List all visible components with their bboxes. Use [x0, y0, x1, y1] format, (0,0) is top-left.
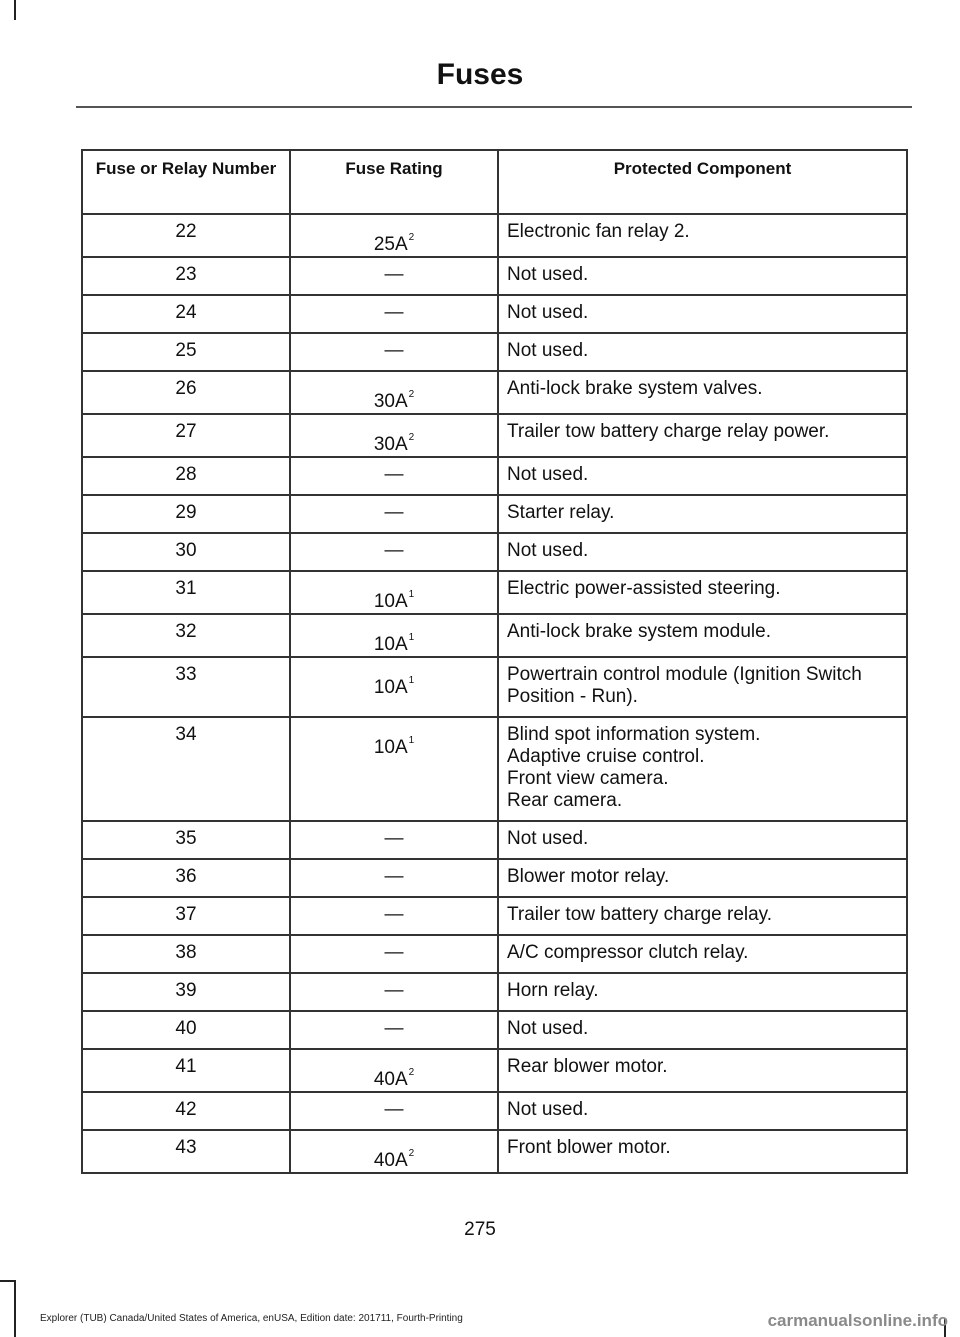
fuse-rating-cell — [290, 257, 498, 295]
table-row — [82, 495, 907, 533]
fuse-number-cell: 43 — [82, 1130, 290, 1173]
title-divider — [76, 106, 912, 108]
fuse-rating-cell — [290, 1130, 498, 1173]
fuse-rating-value: 10A — [373, 591, 408, 612]
fuse-rating-cell — [290, 717, 498, 821]
protected-component-cell: Horn relay. — [498, 973, 907, 1011]
table-row — [82, 935, 907, 973]
crop-mark-bottom-left — [14, 1280, 16, 1337]
footnote-marker: 2 — [408, 1067, 415, 1078]
table-row — [82, 457, 907, 495]
fuse-number-cell: 40 — [82, 1011, 290, 1049]
fuse-number-cell: 39 — [82, 973, 290, 1011]
protected-component-cell: Electric power-assisted steering. — [498, 571, 907, 614]
fuse-rating-cell — [290, 859, 498, 897]
table-row — [82, 1011, 907, 1049]
header-fuse-rating: Fuse Rating — [290, 150, 498, 214]
protected-component-cell: Electronic fan relay 2. — [498, 214, 907, 257]
protected-component-cell: Not used. — [498, 533, 907, 571]
fuse-rating-cell — [290, 657, 498, 717]
fuse-rating-value: 10A — [373, 737, 408, 758]
footnote-marker: 1 — [408, 632, 415, 643]
protected-component-cell: Not used. — [498, 1011, 907, 1049]
fuse-rating-cell — [290, 571, 498, 614]
footer-edition-text: Explorer (TUB) Canada/United States of America, enUSA, Edition date: 201711, Fourth-Printing — [40, 1313, 463, 1324]
fuse-number-cell: 36 — [82, 859, 290, 897]
fuse-rating-value: — — [384, 980, 404, 1001]
fuse-rating-value: 10A — [373, 677, 408, 698]
fuse-rating-cell — [290, 495, 498, 533]
footnote-marker: 1 — [408, 589, 415, 600]
fuse-rating-cell — [290, 821, 498, 859]
fuse-rating-cell — [290, 333, 498, 371]
table-row — [82, 897, 907, 935]
fuse-rating-value: — — [384, 1018, 404, 1039]
table-row — [82, 1049, 907, 1092]
protected-component-cell: Anti-lock brake system valves. — [498, 371, 907, 414]
table-row — [82, 571, 907, 614]
footnote-marker: 2 — [408, 389, 415, 400]
watermark: carmanualsonline.info — [767, 1311, 948, 1330]
fuse-number-cell: 29 — [82, 495, 290, 533]
fuse-number-cell: 42 — [82, 1092, 290, 1130]
table-row — [82, 257, 907, 295]
fuse-number-cell: 32 — [82, 614, 290, 657]
table-row — [82, 1092, 907, 1130]
table-row — [82, 414, 907, 457]
fuse-number-cell: 33 — [82, 657, 290, 717]
fuse-rating-cell — [290, 414, 498, 457]
footnote-marker: 1 — [408, 675, 415, 686]
fuse-rating-cell — [290, 1011, 498, 1049]
fuse-rating-value: — — [384, 302, 404, 323]
protected-component-cell: Trailer tow battery charge relay. — [498, 897, 907, 935]
fuse-rating-value: 40A — [373, 1069, 408, 1090]
fuse-rating-value: — — [384, 1099, 404, 1120]
fuse-rating-value: — — [384, 828, 404, 849]
protected-component-cell: Not used. — [498, 821, 907, 859]
table-row — [82, 717, 907, 821]
fuse-number-cell: 22 — [82, 214, 290, 257]
fuse-number-cell: 28 — [82, 457, 290, 495]
fuse-number-cell: 24 — [82, 295, 290, 333]
fuse-rating-cell — [290, 295, 498, 333]
crop-mark-top-left — [14, 0, 16, 20]
fuse-number-cell: 25 — [82, 333, 290, 371]
fuse-rating-cell — [290, 371, 498, 414]
table-row — [82, 859, 907, 897]
table-header-row — [82, 150, 907, 214]
table-row — [82, 333, 907, 371]
fuse-rating-cell — [290, 457, 498, 495]
fuse-rating-cell — [290, 897, 498, 935]
fuse-rating-value: — — [384, 540, 404, 561]
table-row — [82, 214, 907, 257]
fuse-rating-cell — [290, 935, 498, 973]
protected-component-cell: A/C compressor clutch relay. — [498, 935, 907, 973]
fuse-rating-cell — [290, 1092, 498, 1130]
fuse-table — [81, 149, 908, 1174]
fuse-number-cell: 38 — [82, 935, 290, 973]
fuse-rating-cell — [290, 533, 498, 571]
fuse-rating-value: — — [384, 904, 404, 925]
fuse-rating-cell — [290, 1049, 498, 1092]
protected-component-cell: Not used. — [498, 295, 907, 333]
fuse-rating-value: — — [384, 502, 404, 523]
page-title: Fuses — [436, 58, 524, 91]
header-protected-component: Protected Component — [498, 150, 907, 214]
fuse-rating-value: — — [384, 264, 404, 285]
crop-mark-bottom-left-h — [0, 1280, 16, 1282]
fuse-rating-cell — [290, 214, 498, 257]
fuse-number-cell: 26 — [82, 371, 290, 414]
fuse-number-cell: 37 — [82, 897, 290, 935]
footnote-marker: 2 — [408, 1148, 415, 1159]
protected-component-cell: Not used. — [498, 457, 907, 495]
fuse-rating-value: — — [384, 464, 404, 485]
protected-component-cell: Blind spot information system. Adaptive cruise control. Front view camera. Rear camera. — [498, 717, 907, 821]
protected-component-cell: Front blower motor. — [498, 1130, 907, 1173]
protected-component-cell: Powertrain control module (Ignition Switch Position - Run). — [498, 657, 907, 717]
protected-component-cell: Not used. — [498, 1092, 907, 1130]
footnote-marker: 2 — [408, 432, 415, 443]
footnote-marker: 1 — [408, 735, 415, 746]
fuse-number-cell: 31 — [82, 571, 290, 614]
table-row — [82, 371, 907, 414]
fuse-rating-cell — [290, 973, 498, 1011]
fuse-rating-cell — [290, 614, 498, 657]
protected-component-cell: Rear blower motor. — [498, 1049, 907, 1092]
fuse-number-cell: 35 — [82, 821, 290, 859]
fuse-table-body — [82, 214, 907, 1173]
fuse-number-cell: 34 — [82, 717, 290, 821]
protected-component-cell: Trailer tow battery charge relay power. — [498, 414, 907, 457]
protected-component-cell: Not used. — [498, 333, 907, 371]
fuse-rating-value: 25A — [373, 234, 408, 255]
table-row — [82, 533, 907, 571]
table-row — [82, 295, 907, 333]
table-row — [82, 973, 907, 1011]
protected-component-cell: Not used. — [498, 257, 907, 295]
table-row — [82, 1130, 907, 1173]
fuse-number-cell: 41 — [82, 1049, 290, 1092]
page-number: 275 — [464, 1219, 496, 1240]
footnote-marker: 2 — [408, 232, 415, 243]
fuse-number-cell: 27 — [82, 414, 290, 457]
table-row — [82, 614, 907, 657]
table-row — [82, 657, 907, 717]
protected-component-cell: Blower motor relay. — [498, 859, 907, 897]
fuse-rating-value: 10A — [373, 634, 408, 655]
fuse-rating-value: 30A — [373, 391, 408, 412]
fuse-rating-value: 30A — [373, 434, 408, 455]
protected-component-cell: Starter relay. — [498, 495, 907, 533]
fuse-rating-value: — — [384, 340, 404, 361]
fuse-number-cell: 30 — [82, 533, 290, 571]
protected-component-cell: Anti-lock brake system module. — [498, 614, 907, 657]
fuse-number-cell: 23 — [82, 257, 290, 295]
fuse-rating-value: 40A — [373, 1150, 408, 1171]
fuse-rating-value: — — [384, 942, 404, 963]
fuse-rating-value: — — [384, 866, 404, 887]
table-row — [82, 821, 907, 859]
header-fuse-number: Fuse or Relay Number — [82, 150, 290, 214]
